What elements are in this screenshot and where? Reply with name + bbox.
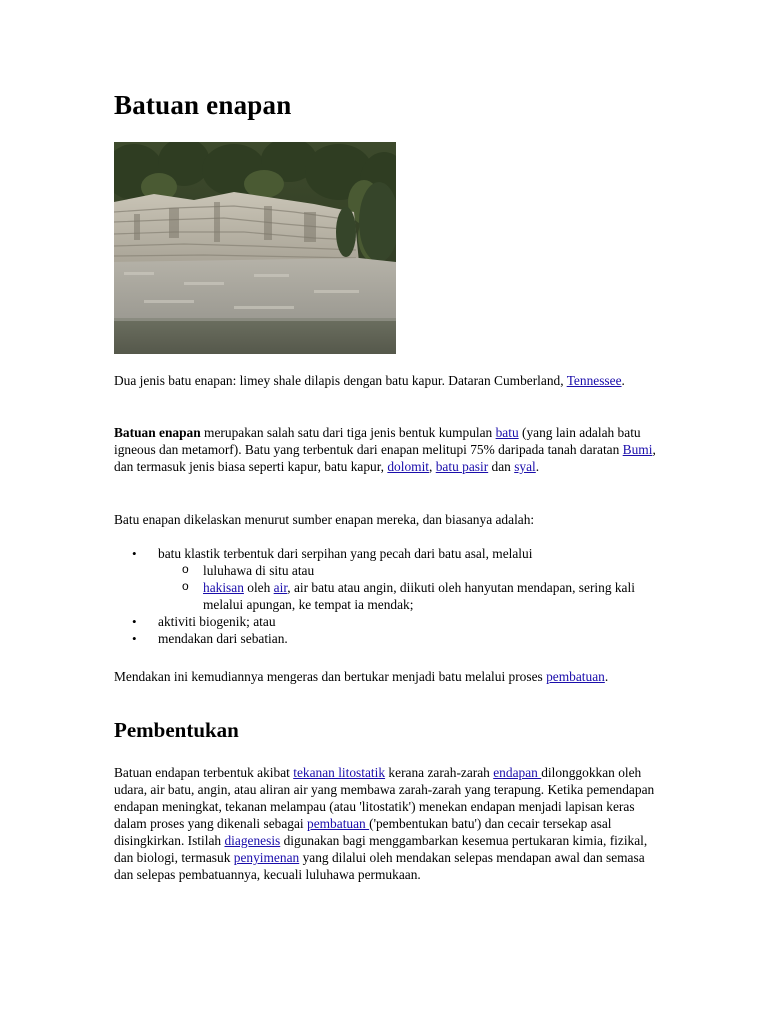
- hakisan-link[interactable]: hakisan: [203, 580, 244, 595]
- formation-paragraph: Batuan endapan terbentuk akibat tekanan litostatik kerana zarah-zarah endapan dilonggokkan oleh udara, air batu, angin, atau aliran air yang membawa zarah-zarah yang terapung. Ketika pemendapan endapan meningkat, tekanan melampau (atau 'litostatik') menekan endapan menjadi lapisan keras dalam proses yang dikenali sebagai pembatuan ('pembentukan batu') dan cecair tersekap asal disingkirkan. Istilah diagenesis digunakan bagi menggambarkan kesemua pertukaran kimia, fizikal, dan biologi, termasuk penyimenan yang dilalui oleh mendakan selepas mendapan awal dan semasa dan selepas pembatuannya, kecuali luluhawa permukaan.: [114, 765, 655, 882]
- source-list: [114, 545, 659, 647]
- bumi-link[interactable]: Bumi: [622, 442, 653, 457]
- page-title: Batuan enapan: [114, 90, 292, 120]
- sub-list-item: o hakisan oleh air, air batu atau angin, diikuti oleh hanyutan mendapan, sering kali melalui apungan, ke tempat ia mendak;: [114, 579, 659, 613]
- diagenesis-link[interactable]: diagenesis: [224, 833, 281, 848]
- section-heading-pembentukan: Pembentukan: [114, 718, 239, 742]
- pembatuan-link-2[interactable]: pembatuan: [307, 816, 370, 831]
- sedimentary-rock-photo: [114, 142, 396, 354]
- list-item: • batu klastik terbentuk dari serpihan yang pecah dari batu asal, melalui o luluhawa di situ atau o hakisan oleh air, air batu atau angin, diikuti oleh hanyutan mendapan, sering kali melalui apungan, ke tempat ia mendak;: [114, 545, 659, 613]
- intro-paragraph: Batuan enapan merupakan salah satu dari tiga jenis bentuk kumpulan batu (yang lain adalah batu igneous dan metamorf). Batu yang terbentuk dari enapan melitupi 75% daripada tanah daratan Bumi, dan termasuk jenis biasa seperti kapur, batu kapur, dolomit, batu pasir dan syal.: [114, 425, 656, 474]
- batu-pasir-link[interactable]: batu pasir: [435, 459, 489, 474]
- tennessee-link[interactable]: Tennessee: [566, 373, 622, 388]
- dolomit-link[interactable]: dolomit: [387, 459, 430, 474]
- penyimenan-link[interactable]: penyimenan: [233, 850, 300, 865]
- harden-paragraph: Mendakan ini kemudiannya mengeras dan bertukar menjadi batu melalui proses pembatuan.: [114, 669, 609, 684]
- tekanan-litostatik-link[interactable]: tekanan litostatik: [293, 765, 386, 780]
- air-link[interactable]: air: [273, 580, 288, 595]
- classify-paragraph: Batu enapan dikelaskan menurut sumber enapan mereka, dan biasanya adalah:: [114, 512, 535, 527]
- pembatuan-link[interactable]: pembatuan: [546, 669, 605, 684]
- rock-outcrop-image: [114, 142, 396, 354]
- term-bold: Batuan enapan: [114, 425, 201, 440]
- image-caption: Dua jenis batu enapan: limey shale dilapis dengan batu kapur. Dataran Cumberland, Tennessee.: [114, 373, 625, 388]
- sub-list-item: o luluhawa di situ atau: [114, 562, 659, 579]
- batu-link[interactable]: batu: [495, 425, 519, 440]
- list-item: • mendakan dari sebatian.: [114, 630, 659, 647]
- syal-link[interactable]: syal: [514, 459, 536, 474]
- list-item: • aktiviti biogenik; atau: [114, 613, 659, 630]
- endapan-link[interactable]: endapan: [493, 765, 542, 780]
